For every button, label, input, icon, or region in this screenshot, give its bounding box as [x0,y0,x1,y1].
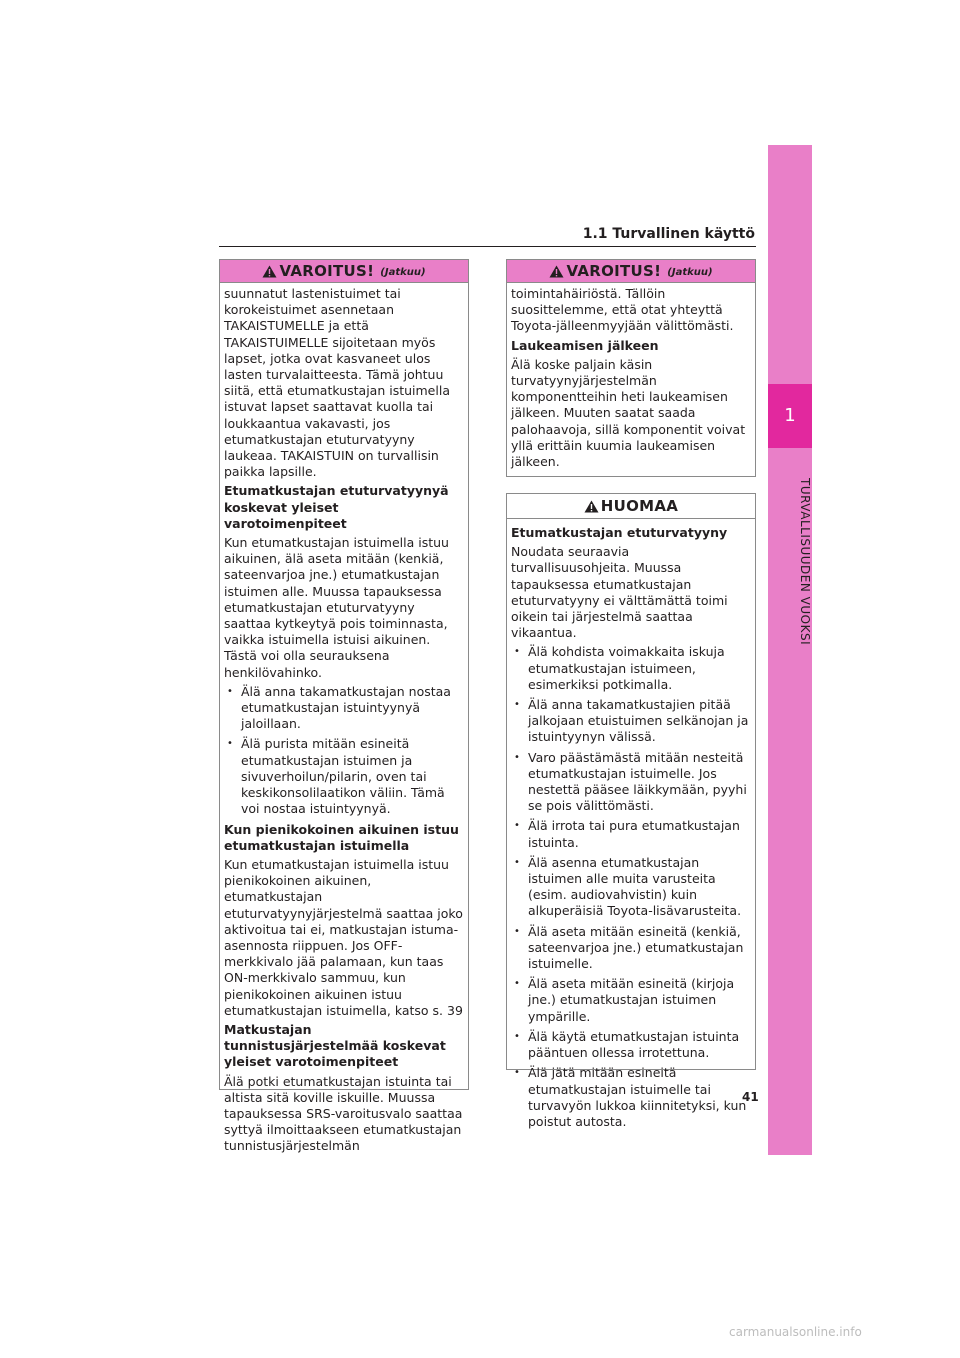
continued-label: (Jatkuu) [667,267,713,278]
notice-body [507,519,755,1140]
header-rule [219,246,756,247]
caution-triangle-icon [584,500,599,513]
subheading: Matkustajan tunnistusjärjestelmää koskevat yleiset varotoimenpiteet [224,1021,446,1070]
subheading: Etumatkustajan etuturvatyynyä koskevat yleiset varotoimenpiteet [224,483,449,531]
warning-body [220,283,468,1164]
list-item: • Älä jätä mitään esineitä etumatkustajan istuimelle tai turvavyön lukkoa kiinnitetyksi, kun poistut autosta. [511,1065,751,1130]
page-number: 41 [742,1090,759,1104]
paragraph: Älä koske paljain käsin turvatyynyjärjestelmän komponentteihin heti laukeamisen jälkeen. Muuten saatat saada palohaavoja, sillä komponentit voivat yllä erittäin kuumia laukeamisen jälkeen. [511,356,746,470]
continued-label: (Jatkuu) [380,267,426,278]
warning-header [220,260,468,283]
bullet-list [224,684,464,818]
paragraph: Älä potki etumatkustajan istuinta tai altista sitä koville iskuille. Muussa tapauksessa SRS-varoitusvalo saattaa syttyä ilmoittaakseen etumatkustajan tunnistusjärjestelmän [224,1073,463,1154]
list-item: • Varo päästämästä mitään nesteitä etumatkustajan istuimelle. Jos nestettä pääsee läikkymään, pyyhi se pois välittömästi. [511,750,751,815]
subheading: Kun pienikokoinen aikuinen istuu etumatkustajan istuimella [224,821,459,853]
list-item: • Älä anna takamatkustajien pitää jalkojaan etuistuimen selkänojan ja istuintyynyn välissä. [511,697,751,746]
warning-title: VAROITUS! [566,262,662,280]
warning-triangle-icon [262,265,277,278]
paragraph: toimintahäiriöstä. Tällöin suosittelemme, että otat yhteyttä Toyota-jälleenmyyjään välittömästi. [511,286,734,334]
list-item: • Älä aseta mitään esineitä (kenkiä, sateenvarjoa jne.) etumatkustajan istuimelle. [511,924,751,973]
warning-title: VAROITUS! [279,262,375,280]
list-item: • Älä kohdista voimakkaita iskuja etumatkustajan istuimeen, esimerkiksi potkimalla. [511,644,751,693]
paragraph: Noudata seuraavia turvallisuusohjeita. Muussa tapauksessa etumatkustajan etuturvatyyny ei välttämättä toimi oikein tai järjestelmä saattaa vikaantua. [511,544,728,641]
list-item: • Älä asenna etumatkustajan istuimen alle muita varusteita (esim. audiovahvistin) kuin alkuperäisiä Toyota-lisävarusteita. [511,855,751,920]
warning-box-right [506,259,756,477]
paragraph: suunnatut lastenistuimet tai korokeistuimet asennetaan TAKAISTUMELLE ja että TAKAISTUIMELLE sijoitetaan myös lapset, jotka ovat kasvaneet ulos lasten turvalaitteesta. Tämä johtuu siitä, että etumatkustajan istuimella istuvat lapset saattavat kuolla tai loukkaantua vakavasti, jos etumatkustajan etuturvatyyny laukeaa. TAKAISTUIN on turvallisin paikka lapsille. [224,286,450,480]
paragraph: Kun etumatkustajan istuimella istuu aikuinen, älä aseta mitään (kenkiä, sateenvarjoa jne.) etumatkustajan istuimen alle. Muussa tapauksessa etumatkustajan etuturvatyyny saattaa kytkeytyä pois toiminnasta, vaikka istuimella istuisi aikuinen. Tästä voi olla seurauksena henkilövahinko. [224,535,449,680]
list-item: • Älä käytä etumatkustajan istuinta pääntuen ollessa irrotettuna. [511,1029,751,1061]
subheading: Etumatkustajan etuturvatyyny [511,525,728,540]
chapter-number-tab[interactable]: 1 [768,384,812,448]
list-item: • Älä irrota tai pura etumatkustajan istuinta. [511,818,751,850]
notice-title: HUOMAA [600,497,679,515]
list-item: • Älä anna takamatkustajan nostaa etumatkustajan istuintyynyä jaloillaan. [224,684,464,733]
chapter-label: TURVALLISUUDEN VUOKSI [798,478,812,646]
watermark: carmanualsonline.info [729,1325,862,1339]
warning-triangle-icon [549,265,564,278]
list-item: • Älä aseta mitään esineitä (kirjoja jne.) etumatkustajan istuimen ympärille. [511,976,751,1025]
warning-box-left [219,259,469,1154]
list-item: • Älä purista mitään esineitä etumatkustajan istuimen ja sivuverhoilun/pilarin, oven tai keskikonsolilaatikon väliin. Tämä voi nostaa istuintyynyä. [224,736,464,817]
warning-body [507,283,755,479]
notice-header [507,494,755,519]
paragraph: Kun etumatkustajan istuimella istuu pienikokoinen aikuinen, etumatkustajan etuturvatyynyjärjestelmä saattaa joko aktivoitua tai ei, matkustajan istuma-asennosta riippuen. Jos OFF-merkkivalo jää palamaan, kun taas ON-merkkivalo sammuu, kun pienikokoinen aikuinen istuu etumatkustajan istuimella, katso s. 39 [224,856,463,1018]
section-title: 1.1 Turvallinen käyttö [582,226,755,242]
warning-header [507,260,755,283]
bullet-list [511,644,751,1130]
subheading: Laukeamisen jälkeen [511,337,659,353]
